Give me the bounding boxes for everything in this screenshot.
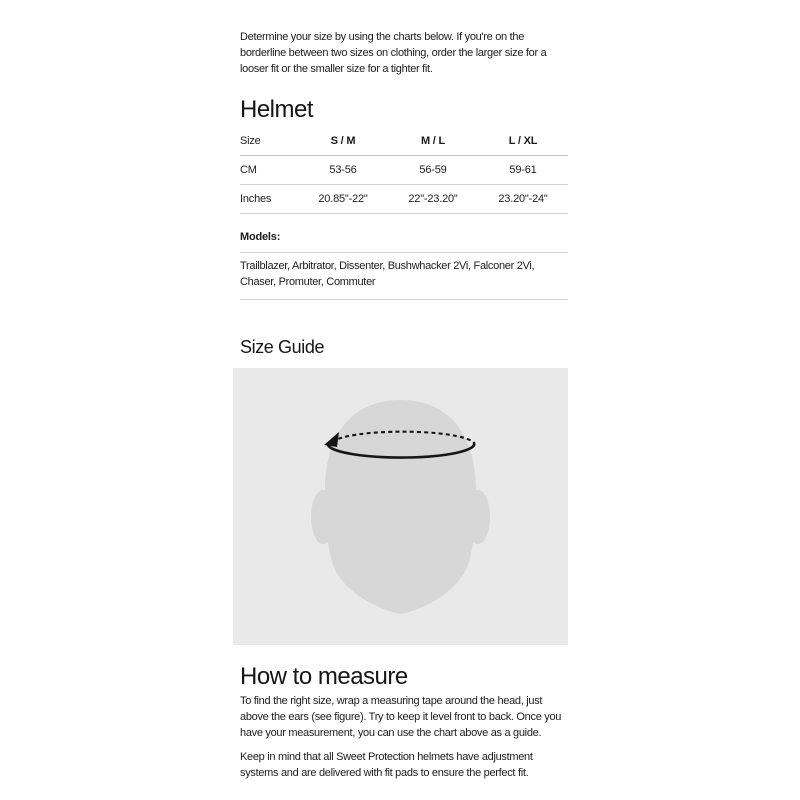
table-header-s-m: S / M [330, 135, 356, 147]
table-row-cm [240, 156, 568, 185]
head-silhouette-illustration [233, 368, 568, 645]
how-to-measure-paragraph-1: To find the right size, wrap a measuring tape around the head, just above the ears (see figure). Try to keep it level front to back. Once you have your measurement, you can use the chart above as a guide. [240, 695, 562, 739]
row-label-cm: CM [240, 164, 257, 176]
how-to-measure-paragraph-2: Keep in mind that all Sweet Protection helmets have adjustment systems and are delivered with fit pads to ensure the perfect fit. [240, 751, 533, 779]
size-guide-title: Size Guide [240, 337, 325, 357]
models-section [240, 231, 568, 300]
models-label: Models: [240, 231, 568, 253]
how-to-measure-title: How to measure [240, 663, 408, 690]
table-header-row [240, 131, 568, 156]
size-guide-content-column [240, 0, 568, 800]
intro-paragraph: Determine your size by using the charts below. If you're on the borderline between two sizes on clothing, order the larger size for a looser fit or the smaller size for a tighter fit. [240, 31, 547, 75]
head-shape [325, 400, 477, 614]
cm-value-s-m: 53-56 [329, 164, 357, 176]
table-row-inches [240, 185, 568, 214]
inches-value-l-xl: 23.20"-24" [498, 193, 548, 205]
row-label-inches: Inches [240, 193, 272, 205]
cm-value-l-xl: 59-61 [509, 164, 537, 176]
head-measurement-figure [233, 368, 568, 645]
table-header-m-l: M / L [420, 135, 446, 147]
inches-value-s-m: 20.85"-22" [318, 193, 368, 205]
helmet-section-title: Helmet [240, 96, 314, 123]
helmet-size-table [240, 131, 568, 214]
table-header-size: Size [240, 135, 261, 147]
inches-value-m-l: 22"-23.20" [408, 193, 458, 205]
table-header-l-xl: L / XL [508, 135, 538, 147]
cm-value-m-l: 56-59 [419, 164, 447, 176]
models-list: Trailblazer, Arbitrator, Dissenter, Bushwhacker 2Vi, Falconer 2Vi, Chaser, Promuter, Commuter [240, 253, 568, 300]
